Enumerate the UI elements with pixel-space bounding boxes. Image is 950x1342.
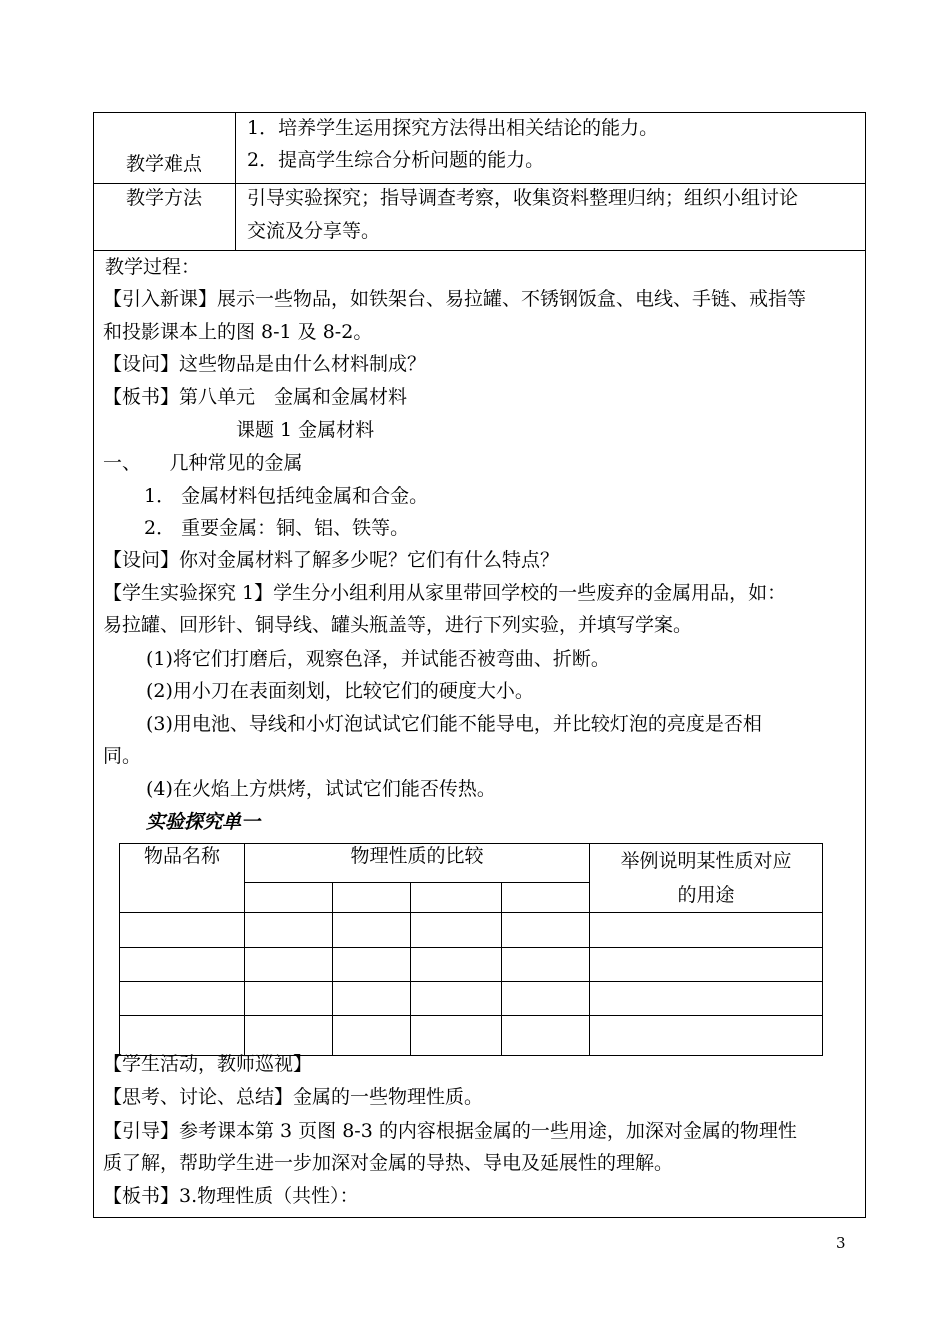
table-cell <box>333 913 411 948</box>
step-line: (3)用电池、导线和小灯泡试试它们能不能导电，并比较灯泡的亮度是否相 <box>146 713 762 735</box>
section-heading: 教学过程： <box>105 256 201 278</box>
table-cell <box>502 982 590 1016</box>
body-line: 质了解，帮助学生进一步加深对金属的导热、导电及延展性的理解。 <box>103 1152 674 1174</box>
body-line: 【学生实验探究 1】学生分小组利用从家里带回学校的一些废弃的金属用品，如： <box>103 582 787 604</box>
table-cell <box>333 1016 411 1056</box>
table-cell <box>120 1016 245 1056</box>
method-label: 教学方法 <box>125 187 202 209</box>
lesson-title: 课题 1 金属材料 <box>236 419 375 441</box>
table-cell <box>245 982 333 1016</box>
column-divider <box>235 112 236 250</box>
table-row <box>120 1016 823 1056</box>
table-cell <box>333 982 411 1016</box>
table-cell <box>333 882 411 912</box>
table-cell <box>245 882 333 912</box>
body-line: 【设问】你对金属材料了解多少呢？它们有什么特点？ <box>103 549 560 571</box>
step-line: (2)用小刀在表面刻划，比较它们的硬度大小。 <box>146 680 534 702</box>
table-cell <box>245 948 333 982</box>
table-cell <box>502 882 590 912</box>
col-header-name: 物品名称 <box>120 844 245 913</box>
table-cell <box>333 948 411 982</box>
list-item: 1． 金属材料包括纯金属和合金。 <box>144 485 429 507</box>
method-line: 交流及分享等。 <box>247 220 381 242</box>
body-line: 易拉罐、回形针、铜导线、罐头瓶盖等，进行下列实验，并填写学案。 <box>103 614 693 636</box>
col-header-use: 举例说明某性质对应 的用途 <box>590 844 823 913</box>
difficulty-label: 教学难点 <box>125 153 202 175</box>
table-cell <box>411 948 502 982</box>
body-line: 【设问】这些物品是由什么材料制成？ <box>103 353 427 375</box>
table-cell <box>590 1016 823 1056</box>
table-cell <box>411 1016 502 1056</box>
method-line: 引导实验探究；指导调查考察，收集资料整理归纳；组织小组讨论 <box>247 187 799 209</box>
table-cell <box>590 948 823 982</box>
list-item: 2． 重要金属：铜、铝、铁等。 <box>144 517 410 539</box>
body-line: 和投影课本上的图 8-1 及 8-2。 <box>103 321 373 343</box>
table-cell <box>411 882 502 912</box>
experiment-table <box>119 843 823 1056</box>
table-cell <box>120 913 245 948</box>
table-cell <box>590 913 823 948</box>
table-cell <box>502 948 590 982</box>
table-cell <box>120 982 245 1016</box>
table-cell <box>590 982 823 1016</box>
table-row <box>120 982 823 1016</box>
table-cell <box>411 982 502 1016</box>
body-line: 一、 几种常见的金属 <box>103 452 303 474</box>
body-line: 同。 <box>103 745 142 767</box>
row-divider <box>93 183 866 184</box>
body-line: 【引导】参考课本第 3 页图 8-3 的内容根据金属的一些用途，加深对金属的物理性 <box>103 1120 797 1142</box>
body-line: 【学生活动，教师巡视】 <box>103 1053 313 1075</box>
difficulty-item: 2．提高学生综合分析问题的能力。 <box>247 149 545 171</box>
col-header-compare: 物理性质的比较 <box>245 844 590 883</box>
page-number: 3 <box>836 1234 846 1252</box>
step-line: (1)将它们打磨后，观察色泽，并试能否被弯曲、折断。 <box>146 648 610 670</box>
table-cell <box>245 913 333 948</box>
step-line: (4)在火焰上方烘烤，试试它们能否传热。 <box>146 778 496 800</box>
table-cell <box>245 1016 333 1056</box>
difficulty-item: 1．培养学生运用探究方法得出相关结论的能力。 <box>247 117 659 139</box>
row-divider <box>93 250 866 251</box>
body-line: 【思考、讨论、总结】金属的一些物理性质。 <box>103 1086 484 1108</box>
table-row <box>120 948 823 982</box>
table-cell <box>411 913 502 948</box>
table-cell <box>120 948 245 982</box>
body-line: 【板书】3.物理性质（共性）： <box>103 1185 359 1207</box>
body-line: 【板书】第八单元 金属和金属材料 <box>103 386 408 408</box>
table-cell <box>502 1016 590 1056</box>
body-line: 【引入新课】展示一些物品，如铁架台、易拉罐、不锈钢饭盒、电线、手链、戒指等 <box>103 288 807 310</box>
experiment-title: 实验探究单一 <box>146 811 261 833</box>
table-row <box>120 913 823 948</box>
table-cell <box>502 913 590 948</box>
